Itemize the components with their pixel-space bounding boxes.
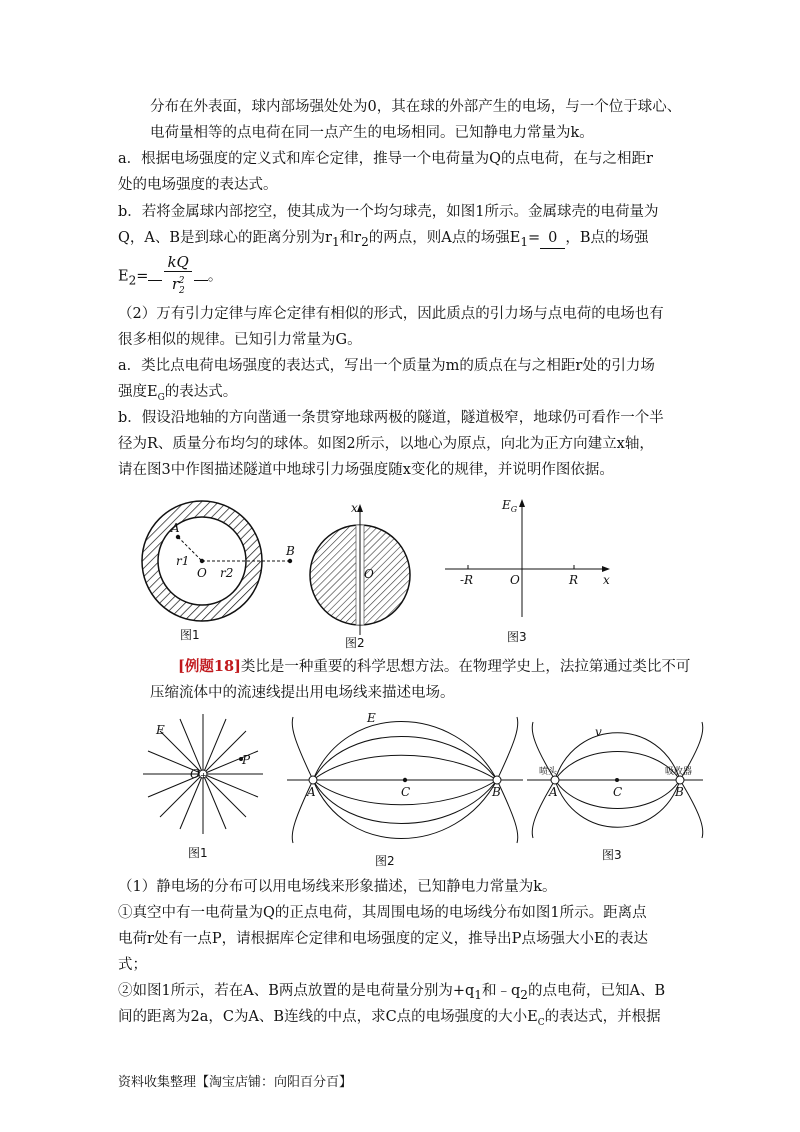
text-line <box>178 657 690 677</box>
fraction <box>164 253 191 300</box>
figure-caption: 图2 <box>375 854 395 868</box>
text-fragment: 间的距离为2a，C为A、B连线的中点，求C点的电场强度的大小E <box>118 1009 538 1025</box>
subscript: G <box>157 392 165 403</box>
text-fragment: = <box>136 268 149 285</box>
label-sink: 吸收器 <box>665 767 693 777</box>
text-fragment: 和r <box>339 230 362 246</box>
text-line: 处的电场强度的表达式。 <box>118 177 278 193</box>
label-E: E <box>156 723 165 737</box>
label-R: R <box>569 573 579 587</box>
text-fragment: ，B点的场强 <box>565 230 649 246</box>
text-line: 很多相似的规律。已知引力常量为G。 <box>118 332 362 348</box>
text-line: （1）静电场的分布可以用电场线来形象描述，已知静电力常量为k。 <box>118 879 557 895</box>
subscript: 1 <box>331 234 340 249</box>
figure-empty-axes <box>440 495 620 620</box>
label-B: B <box>675 785 684 799</box>
text-line: a．根据电场强度的定义式和库仑定律，推导一个电荷量为Q的点电荷，在与之相距r <box>118 151 653 167</box>
label-r2: r2 <box>220 566 234 580</box>
label-x: x <box>603 573 610 587</box>
subscript: C <box>537 1017 545 1028</box>
label-C: C <box>613 785 623 799</box>
text-line: ①真空中有一电荷量为Q的正点电荷，其周围电场的电场线分布如图1所示。距离点 <box>118 905 647 921</box>
answer-blank: 0 <box>540 228 565 249</box>
page-footer: 资料收集整理【淘宝店铺：向阳百分百】 <box>118 1075 353 1090</box>
label-O: O <box>190 767 200 781</box>
label-x: x <box>351 501 358 515</box>
label-B: B <box>286 544 295 558</box>
text-line <box>118 228 649 252</box>
figure-earth-tunnel <box>305 500 415 640</box>
formula-line <box>118 253 222 300</box>
text-line: a．类比点电荷电场强度的表达式，写出一个质量为m的质点在与之相距r处的引力场 <box>118 358 655 374</box>
text-line: 径为R、质量分布均匀的球体。如图2所示，以地心为原点，向北为正方向建立x轴， <box>118 436 654 452</box>
text-fragment: 的表达式，并根据 <box>544 1009 661 1025</box>
text-fragment: ②如图1所示，若在A、B两点放置的是电荷量分别为+q <box>118 983 475 999</box>
label-O: O <box>364 567 374 581</box>
text-line: 分布在外表面，球内部场强处处为0，其在球的外部产生的电场，与一个位于球心、 <box>150 99 682 115</box>
subscript: 2 <box>361 234 369 249</box>
label-EG: $E_G$ <box>502 498 518 514</box>
text-line: 式； <box>118 957 147 973</box>
figure-caption: 图2 <box>345 636 365 650</box>
text-line <box>118 1007 661 1033</box>
text-line <box>118 382 237 408</box>
figure-spherical-shell <box>140 495 310 630</box>
text-fragment: 和﹣q <box>481 983 521 999</box>
label-E: E <box>367 711 376 725</box>
label-B: B <box>492 785 501 799</box>
text-line: 电荷量相等的点电荷在同一点产生的电场相同。已知静电力常量为k。 <box>150 125 594 141</box>
text-fragment: E <box>118 268 129 285</box>
label-A: A <box>171 521 180 535</box>
text-fragment: 强度E <box>118 384 158 400</box>
subscript: 1 <box>474 987 482 1002</box>
text-line: b．假设沿地轴的方向凿通一条贯穿地球两极的隧道，隧道极窄，地球仍可看作一个半 <box>118 410 664 426</box>
example-label: [例题18] <box>178 658 241 675</box>
subscript: 2 <box>128 273 137 288</box>
text-line: 压缩流体中的流速线提出用电场线来描述电场。 <box>150 685 455 701</box>
text-fragment: 。 <box>207 268 223 285</box>
figure-dipole-field <box>285 712 525 847</box>
text-fragment: Q，A、B是到球心的距离分别为r <box>118 230 332 246</box>
fraction-numerator: kQ <box>164 253 191 272</box>
subscript: 2 <box>520 987 528 1002</box>
text-fragment: = <box>528 230 541 246</box>
figure-caption: 图1 <box>180 628 200 642</box>
text-line: 请在图3中作图描述隧道中地球引力场强度随x变化的规律，并说明作图依据。 <box>118 462 614 478</box>
figure-radial-field <box>138 712 268 842</box>
text-fragment: 的两点，则A点的场强E <box>368 230 521 246</box>
label-O: O <box>197 566 207 580</box>
text-fragment: 类比是一种重要的科学思想方法。在物理学史上，法拉第通过类比不可 <box>240 659 691 675</box>
label-neg-R: -R <box>460 573 474 587</box>
label-v: v <box>595 725 602 739</box>
text-fragment: 的表达式。 <box>164 384 238 400</box>
label-A: A <box>307 785 316 799</box>
text-fragment: 的点电荷，已知A、B <box>527 983 666 999</box>
text-line: 电荷r处有一点P，请根据库仑定律和电场强度的定义，推导出P点场强大小E的表达 <box>118 931 649 947</box>
text-line: （2）万有引力定律与库仑定律有相似的形式，因此质点的引力场与点电荷的电场也有 <box>118 306 664 322</box>
svg-text:+: + <box>200 771 207 780</box>
label-C: C <box>401 785 411 799</box>
text-line <box>118 981 665 1005</box>
figure-caption: 图1 <box>188 846 208 860</box>
text-line: b．若将金属球内部挖空，使其成为一个均匀球壳，如图1所示。金属球壳的电荷量为 <box>118 204 659 220</box>
figure-flow-lines <box>525 712 705 842</box>
label-r1: r1 <box>176 554 190 568</box>
figure-caption: 图3 <box>507 630 527 644</box>
label-A: A <box>549 785 558 799</box>
label-source: 喷头 <box>539 767 558 777</box>
label-P: P <box>242 753 251 767</box>
label-O: O <box>510 573 520 587</box>
fraction-denominator: $r_2^2$ <box>171 275 185 296</box>
subscript: 1 <box>520 234 529 249</box>
figure-caption: 图3 <box>602 848 622 862</box>
